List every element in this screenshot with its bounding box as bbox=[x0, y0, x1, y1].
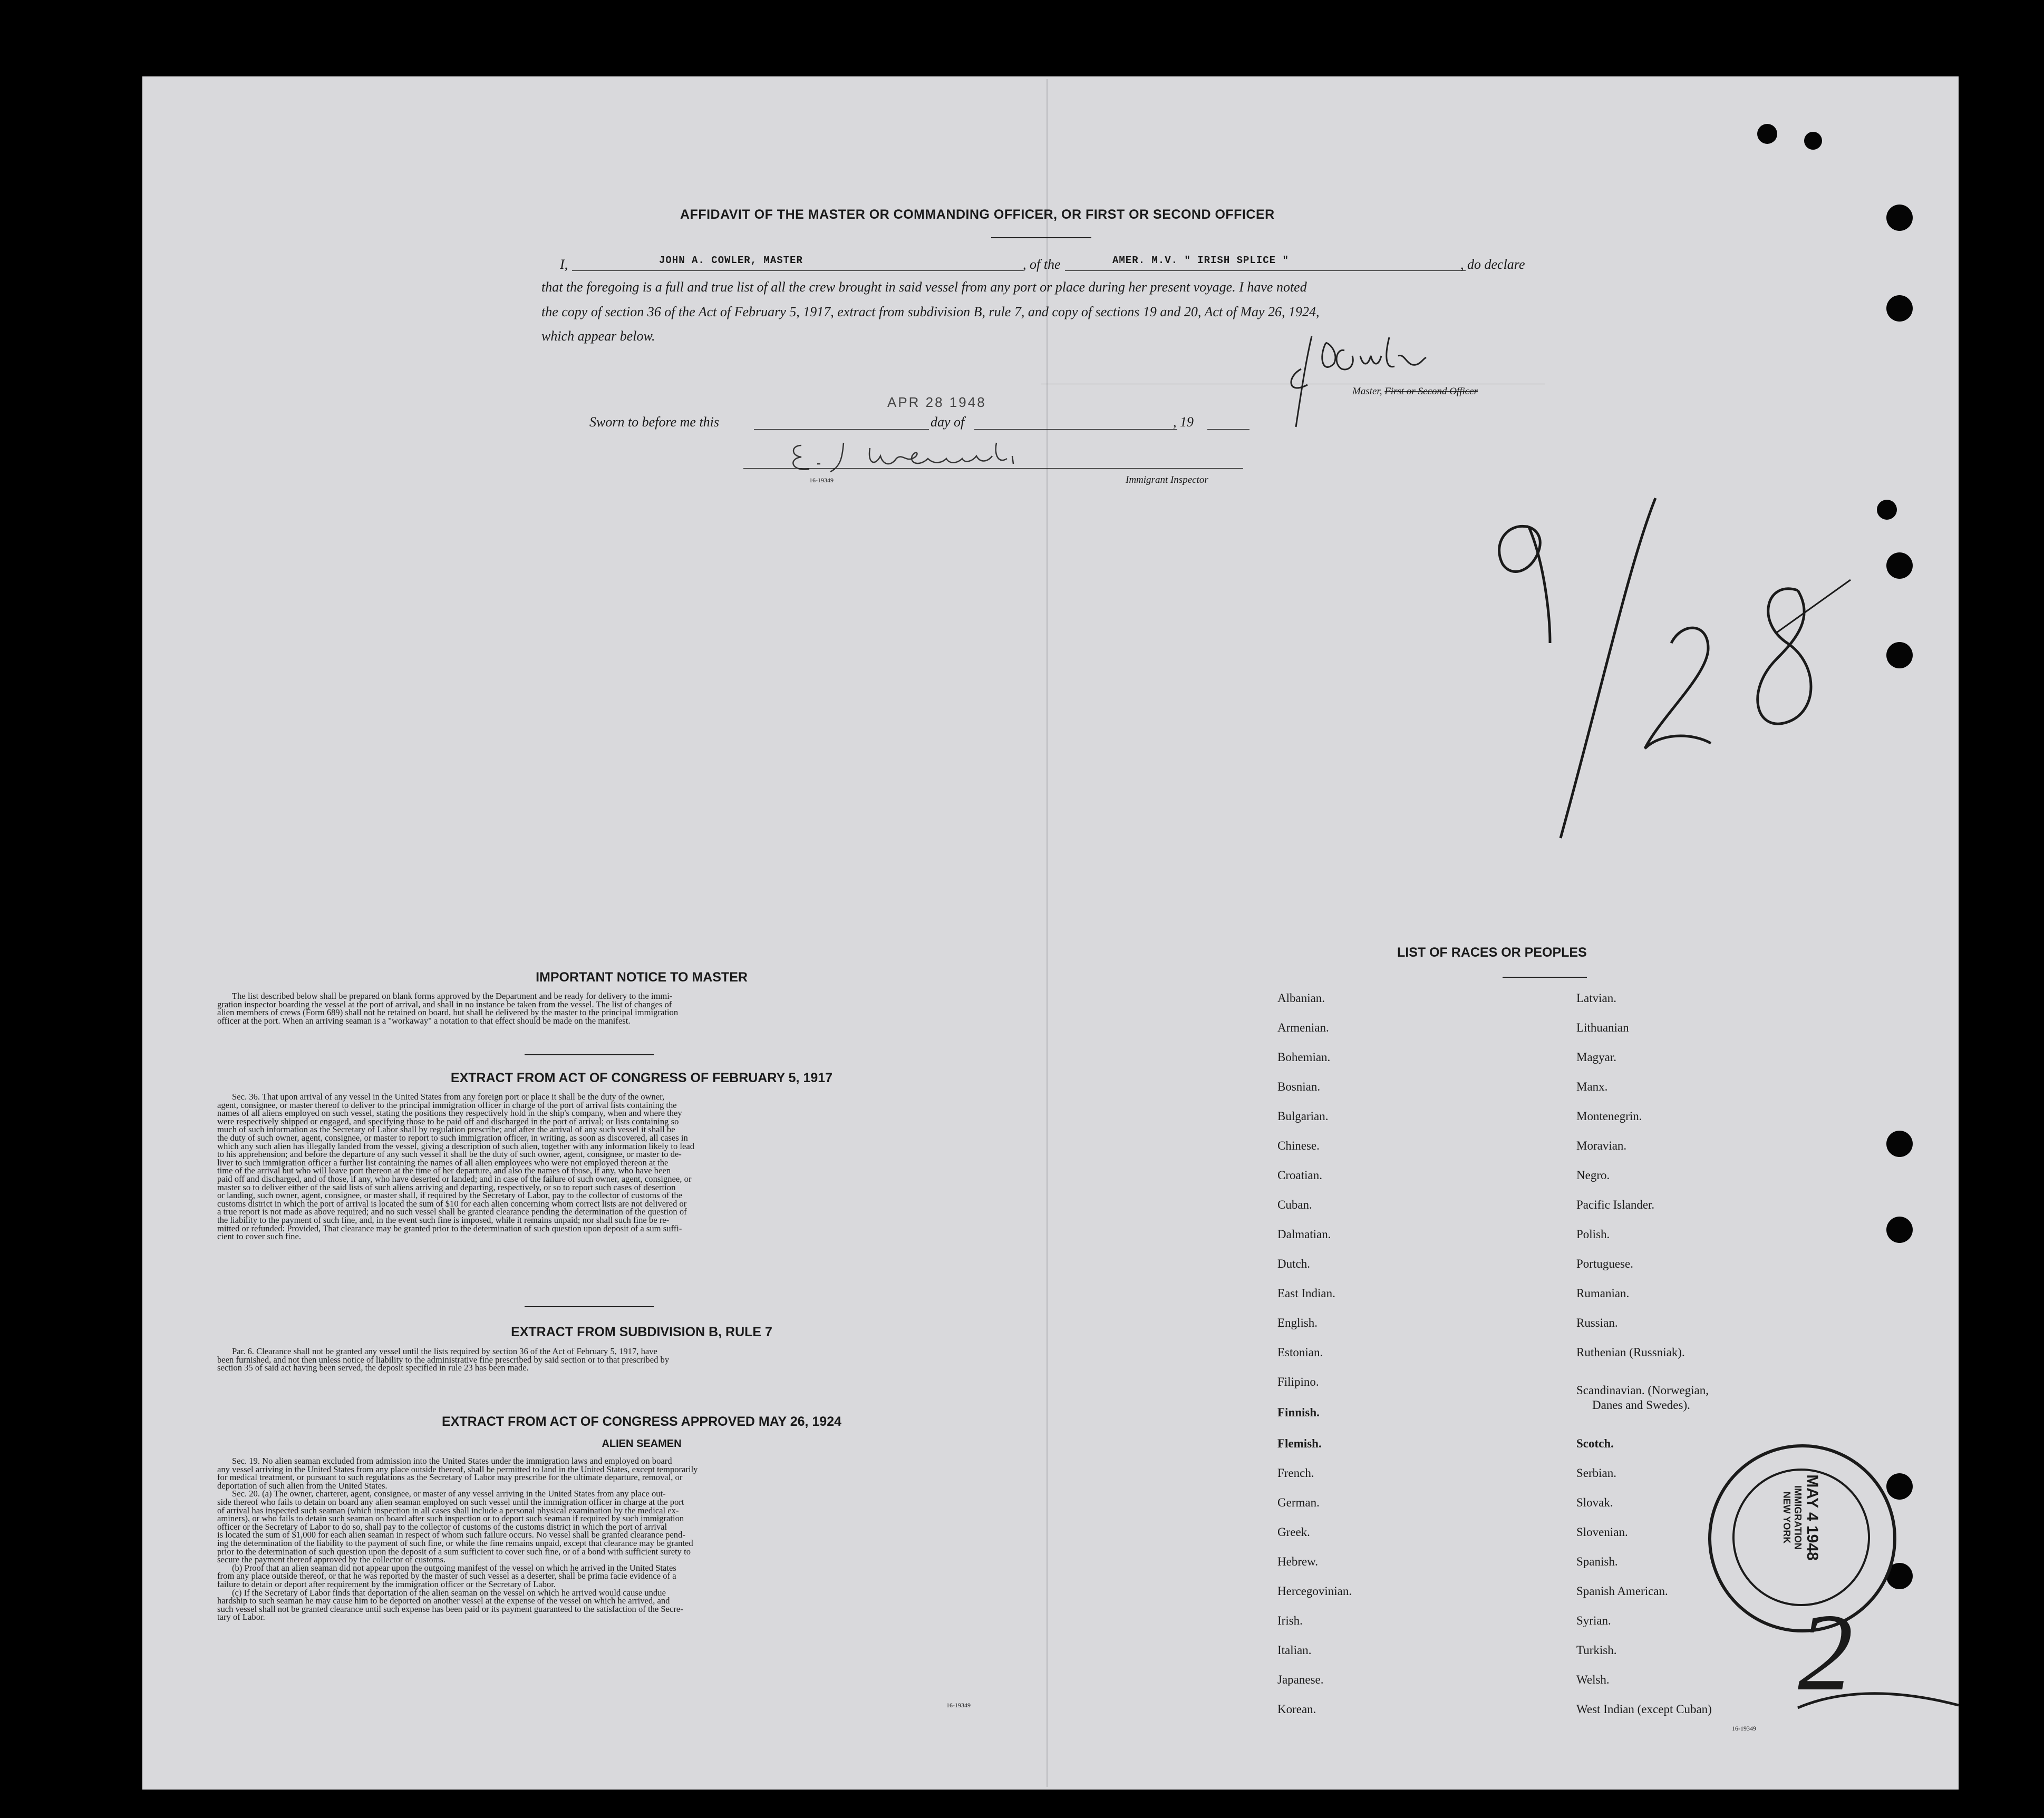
punch-hole bbox=[1886, 205, 1913, 231]
sworn-month-line bbox=[974, 429, 1177, 430]
extract-line: master so to deliver either of the said lists of such aliens arriving and departing, respectively, or so to report such cases of desertion bbox=[217, 1182, 676, 1192]
extract-1917-text bbox=[217, 1093, 976, 1241]
stamp-text-block bbox=[1781, 1465, 1821, 1570]
race-item: Italian. bbox=[1277, 1644, 1312, 1657]
name-line bbox=[572, 270, 1023, 271]
race-item: Hercegovinian. bbox=[1277, 1584, 1352, 1598]
sworn-label: Sworn to before me this bbox=[589, 414, 720, 430]
extract-line: prior to the determination of such question upon the deposit of a sum sufficient to cover such fine, or of a bond with sufficient surety to bbox=[217, 1546, 691, 1557]
race-item: Rumanian. bbox=[1576, 1287, 1630, 1300]
rule7-line: section 35 of said act having been served, the deposit specified in rule 23 has been made. bbox=[217, 1363, 529, 1373]
rule7-title: EXTRACT FROM SUBDIVISION B, RULE 7 bbox=[511, 1325, 772, 1339]
stamp-office: IMMIGRATION bbox=[1793, 1485, 1803, 1550]
rule7-line: Par. 6. Clearance shall not be granted any vessel until the lists required by section 36 of the Act of February 5, 1917, have bbox=[232, 1346, 657, 1356]
race-item: Slovenian. bbox=[1576, 1525, 1628, 1539]
punch-hole bbox=[1886, 295, 1913, 322]
extract-line: were respectively shipped or engaged, and specifying those to be paid off and discharged in the port of arrival; or lists containing so bbox=[217, 1116, 679, 1126]
punch-hole bbox=[1886, 552, 1913, 579]
race-item: Dalmatian. bbox=[1277, 1228, 1331, 1241]
right-form-number: 16-19349 bbox=[1732, 1725, 1756, 1732]
notice-title: IMPORTANT NOTICE TO MASTER bbox=[536, 970, 748, 985]
race-item: Hebrew. bbox=[1277, 1555, 1319, 1568]
extract-line: hardship to such seaman he may cause him to be deported on another vessel at the expense of the vessel on which he arrived, and bbox=[217, 1596, 670, 1606]
day-of-label: day of bbox=[931, 414, 965, 430]
alien-seamen-subtitle: ALIEN SEAMEN bbox=[602, 1438, 682, 1450]
inspector-caption: Immigrant Inspector bbox=[1126, 474, 1208, 485]
race-item: Polish. bbox=[1576, 1228, 1610, 1241]
of-the-label: , of the bbox=[1023, 257, 1061, 272]
notice-line: gration inspector boarding the vessel at the port of arrival, and shall in no instance be taken from the vessel. The list of changes of bbox=[217, 999, 672, 1009]
race-item: Russian. bbox=[1576, 1316, 1618, 1329]
race-item: Scandinavian. (Norwegian, bbox=[1576, 1384, 1709, 1397]
race-item: Flemish. bbox=[1277, 1437, 1322, 1450]
master-caption-text: Master, bbox=[1352, 386, 1385, 397]
extract-line: ing the determination of the liability to the payment of such fine, or while the fine remains unpaid, except that clearance may be granted bbox=[217, 1538, 693, 1548]
extract-line: deportation of such alien from the United States. bbox=[217, 1480, 388, 1491]
handwritten-mark: 2 bbox=[1798, 1591, 1853, 1714]
extract-line: (b) Proof that an alien seaman did not appear upon the outgoing manifest of the vessel on which he arrived in the United States bbox=[232, 1562, 676, 1573]
extract-line: (c) If the Secretary of Labor finds that deportation of the alien seaman on the vessel on which he arrived would cause undue bbox=[232, 1587, 666, 1598]
extract-line: cient to cover such fine. bbox=[217, 1231, 301, 1242]
fold-line bbox=[1047, 79, 1048, 1787]
race-item: Pacific Islander. bbox=[1576, 1198, 1655, 1211]
punch-hole bbox=[1886, 1473, 1913, 1500]
race-item: Armenian. bbox=[1277, 1021, 1329, 1034]
race-item: Magyar. bbox=[1576, 1051, 1617, 1064]
extract-line: tary of Labor. bbox=[217, 1612, 265, 1622]
extract-line: agent, consignee, or master thereof to deliver to the principal immigration officer in charge of the port of arrival lists containing the bbox=[217, 1100, 677, 1110]
extract-1917-divider bbox=[525, 1306, 654, 1307]
master-name: JOHN A. COWLER, MASTER bbox=[659, 255, 803, 266]
race-item: Danes and Swedes). bbox=[1592, 1398, 1690, 1412]
race-item: Cuban. bbox=[1277, 1198, 1312, 1211]
title-underline bbox=[991, 237, 1091, 238]
extract-line: any vessel arriving in the United States from any place outside thereof, shall be permitted to land in the United States, except temporarily bbox=[217, 1464, 698, 1474]
race-item: Latvian. bbox=[1576, 991, 1616, 1005]
left-form-number: 16-19349 bbox=[946, 1702, 971, 1709]
notice-line: alien members of crews (Form 689) shall not be retained on board, but shall be delivered by the master to the principal immigration bbox=[217, 1007, 679, 1018]
extract-line: Sec. 36. That upon arrival of any vessel in the United States from any foreign port or place it shall be the duty of the owner, bbox=[232, 1092, 665, 1102]
race-item: Negro. bbox=[1576, 1169, 1610, 1182]
master-caption bbox=[1352, 386, 1478, 397]
inspector-signature-line bbox=[743, 468, 1243, 469]
extract-line: time of the arrival but who will leave port thereon at the time of her departure, and also the names of those, if any, who have been bbox=[217, 1165, 671, 1176]
rule7-line: been furnished, and not then unless notice of liability to the administrative fine prescribed by said section or to that prescribed by bbox=[217, 1354, 670, 1365]
extract-line: for medical treatment, or pursuant to such regulations as the Secretary of Labor may prescribe for the ultimate departure, removal, or bbox=[217, 1472, 683, 1483]
extract-line: is located the sum of $1,000 for each alien seaman in respect of whom such failure occurs. No vessel shall be granted clearance pend- bbox=[217, 1530, 685, 1540]
race-item: French. bbox=[1277, 1466, 1314, 1480]
extract-line: which any such alien has illegally landed from the vessel, giving a description of such alien, together with any information likely to lead bbox=[217, 1141, 695, 1151]
inspector-form-number: 16-19349 bbox=[809, 477, 834, 484]
affidavit-text-line-1: that the foregoing is a full and true list of all the crew brought in said vessel from any port or place during her present voyage. I have noted bbox=[541, 279, 1307, 295]
race-item: Dutch. bbox=[1277, 1257, 1310, 1270]
notice-divider bbox=[525, 1054, 654, 1055]
extract-line: of arrival has inspected such seaman (which inspection in all cases shall include a personal physical examination by the medical ex- bbox=[217, 1505, 679, 1515]
declarant-label: I, bbox=[560, 257, 568, 272]
sworn-year-line bbox=[1207, 429, 1249, 430]
extract-line: side thereof who fails to detain on board any alien seaman employed on such vessel until the immigration officer in charge at the port bbox=[217, 1496, 684, 1507]
affidavit-title: AFFIDAVIT OF THE MASTER OR COMMANDING OFFICER, OR FIRST OR SECOND OFFICER bbox=[680, 207, 1275, 222]
races-right-column bbox=[1576, 991, 1712, 1732]
races-title: LIST OF RACES OR PEOPLES bbox=[1397, 945, 1587, 960]
race-item: Moravian. bbox=[1576, 1139, 1627, 1152]
race-item: Slovak. bbox=[1576, 1496, 1613, 1509]
race-item: Bosnian. bbox=[1277, 1080, 1321, 1093]
affidavit-text-line-3: which appear below. bbox=[541, 328, 655, 344]
notice-line: The list described below shall be prepared on blank forms approved by the Department and be ready for delivery to the immi- bbox=[232, 991, 673, 1001]
extract-line: a true report is not made as above required; and no such vessel shall be granted clearance pending the determination of the question of bbox=[217, 1207, 687, 1217]
extract-line: officer or the Secretary of Labor to do so, shall pay to the collector of customs of the customs district in which the port of arrival bbox=[217, 1521, 667, 1532]
extract-line: customs district in which the port of arrival is located the sum of $10 for each alien concerning whom correct lists are not delivered or bbox=[217, 1198, 687, 1209]
stamp-city: NEW YORK bbox=[1781, 1491, 1792, 1544]
races-divider bbox=[1503, 977, 1587, 978]
race-item: Serbian. bbox=[1576, 1466, 1617, 1480]
year-label: , 19 bbox=[1173, 414, 1194, 430]
notice-text bbox=[217, 992, 976, 1025]
declare-label: , do declare bbox=[1460, 257, 1525, 272]
race-item: Finnish. bbox=[1277, 1406, 1320, 1419]
race-item: Chinese. bbox=[1277, 1139, 1320, 1152]
notice-line: officer at the port. When an arriving seaman is a "workaway" a notation to that effect should be made on the manifest. bbox=[217, 1015, 631, 1026]
punch-hole bbox=[1757, 124, 1777, 144]
race-item: Spanish. bbox=[1576, 1555, 1618, 1568]
race-item: Bulgarian. bbox=[1277, 1110, 1329, 1123]
punch-hole bbox=[1877, 500, 1897, 520]
extract-line: the liability to the payment of such fine, and, in the event such fine is imposed, while it remains unpaid; nor shall such fine be re- bbox=[217, 1214, 670, 1225]
master-signature bbox=[1276, 327, 1450, 432]
race-item: Estonian. bbox=[1277, 1346, 1323, 1359]
extract-line: paid off and discharged, and of those, if any, who have deserted or landed; and in case of the failure of such owner, agent, consignee, or bbox=[217, 1173, 692, 1184]
extract-line: much of such information as the Secretary of Labor shall by regulation prescribe; and after the arrival of any such vessel it shall be bbox=[217, 1124, 675, 1135]
stamp-date: MAY 4 1948 bbox=[1804, 1474, 1821, 1561]
race-item: Korean. bbox=[1277, 1703, 1316, 1716]
extract-1924-text bbox=[217, 1457, 976, 1621]
extract-line: to his apprehension; and before the departure of any such vessel it shall be the duty of such owner, agent, consignee, or master to de- bbox=[217, 1149, 682, 1160]
punch-hole bbox=[1886, 642, 1913, 668]
race-item: East Indian. bbox=[1277, 1287, 1335, 1300]
punch-hole bbox=[1804, 132, 1822, 150]
race-item: West Indian (except Cuban) bbox=[1576, 1703, 1712, 1716]
inspector-signature bbox=[786, 435, 1102, 477]
extract-line: from any place outside thereof, or that he was reported by the master of such vessel as a deserter, shall be prima facie evidence of a bbox=[217, 1571, 676, 1581]
race-item: Scotch. bbox=[1576, 1437, 1614, 1450]
race-item: Ruthenian (Russniak). bbox=[1576, 1346, 1685, 1359]
sworn-day-line bbox=[754, 429, 929, 430]
extract-line: mitted or refunded: Provided, That clearance may be granted prior to the determination of such question upon deposit of a sum suffi- bbox=[217, 1223, 682, 1233]
extract-line: secure the payment thereof approved by the collector of customs. bbox=[217, 1554, 446, 1565]
extract-line: or landing, such owner, agent, consignee, or master shall, if required by the Secretary of Labor, pay to the collector of customs of the bbox=[217, 1190, 683, 1201]
race-item: Albanian. bbox=[1277, 991, 1325, 1005]
race-item: Welsh. bbox=[1576, 1673, 1610, 1686]
races-left-column bbox=[1277, 991, 1352, 1732]
vessel-line bbox=[1065, 270, 1466, 271]
race-item: Manx. bbox=[1576, 1080, 1608, 1093]
race-item: Montenegrin. bbox=[1576, 1110, 1642, 1123]
race-item: Turkish. bbox=[1576, 1644, 1617, 1657]
race-item: Syrian. bbox=[1576, 1614, 1611, 1627]
extract-line: such vessel shall not be granted clearance until such expense has been paid or its payment guaranteed to the satisfaction of the Secre- bbox=[217, 1603, 683, 1614]
race-item: German. bbox=[1277, 1496, 1320, 1509]
race-item: Spanish American. bbox=[1576, 1584, 1668, 1598]
extract-line: failure to detain or deport after requirement by the immigration officer or the Secretary of Labor. bbox=[217, 1579, 556, 1589]
rule7-text bbox=[217, 1347, 976, 1372]
extract-1917-title: EXTRACT FROM ACT OF CONGRESS OF FEBRUARY 5, 1917 bbox=[450, 1071, 833, 1085]
vessel-name: AMER. M.V. " IRISH SPLICE " bbox=[1112, 255, 1289, 266]
race-item: Portuguese. bbox=[1576, 1257, 1633, 1270]
punch-hole bbox=[1886, 1217, 1913, 1243]
extract-line: liver to such immigration officer a further list containing the names of all alien employees who were not employed thereon at the bbox=[217, 1157, 669, 1168]
race-item: Japanese. bbox=[1277, 1673, 1324, 1686]
struck-officer-text: First or Second Officer bbox=[1384, 386, 1478, 397]
date-stamp: APR 28 1948 bbox=[887, 394, 986, 410]
race-item: Greek. bbox=[1277, 1525, 1310, 1539]
race-item: Filipino. bbox=[1277, 1375, 1319, 1388]
extract-line: names of all aliens employed on such vessel, stating the positions they respectively hold in the ship's company, when and where they bbox=[217, 1108, 682, 1119]
extract-1924-title: EXTRACT FROM ACT OF CONGRESS APPROVED MAY 26, 1924 bbox=[441, 1414, 842, 1429]
handwritten-date-fraction bbox=[1471, 485, 1856, 843]
race-item: Croatian. bbox=[1277, 1169, 1322, 1182]
punch-hole bbox=[1886, 1131, 1913, 1157]
race-item: Irish. bbox=[1277, 1614, 1303, 1627]
handwritten-stroke bbox=[1793, 1687, 1961, 1718]
race-item: English. bbox=[1277, 1316, 1318, 1329]
extract-line: Sec. 19. No alien seaman excluded from admission into the United States under the immigration laws and employed on board bbox=[232, 1456, 672, 1466]
extract-line: aminers), or who fails to detain such seaman on board after such inspection or to deport such seaman if required by such immigration bbox=[217, 1513, 684, 1524]
extract-line: the duty of such owner, agent, consignee, or master to report to such immigration officer, in writing, as soon as discovered, all cases in bbox=[217, 1132, 688, 1143]
race-item: Bohemian. bbox=[1277, 1051, 1331, 1064]
affidavit-text-line-2: the copy of section 36 of the Act of February 5, 1917, extract from subdivision B, rule 7, and copy of sections 19 and 20, Act of May 26, 1924, bbox=[541, 304, 1320, 319]
extract-line: Sec. 20. (a) The owner, charterer, agent, consignee, or master of any vessel arriving in the United States from any place out- bbox=[232, 1489, 666, 1499]
race-item: Lithuanian bbox=[1576, 1021, 1629, 1034]
